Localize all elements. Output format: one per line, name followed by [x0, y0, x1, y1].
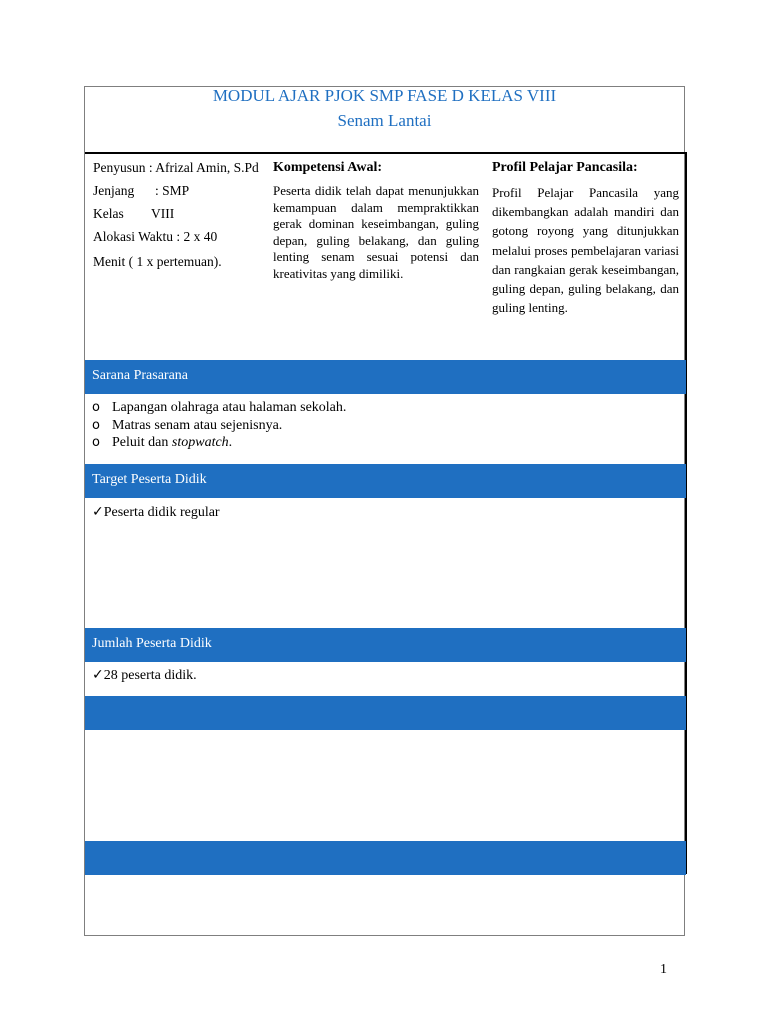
bullet-icon: o	[92, 435, 100, 450]
sarana-list	[92, 399, 346, 452]
kelas-value: VIII	[151, 206, 175, 221]
kelas-row	[93, 204, 273, 223]
empty-section-header-2	[85, 841, 686, 875]
jenjang-label: Jenjang	[93, 183, 135, 198]
empty-section-header	[85, 696, 686, 730]
list-item-prefix: Peluit dan	[112, 435, 172, 450]
list-item-italic: stopwatch	[171, 435, 229, 450]
jumlah-item	[92, 667, 197, 684]
profil-cell	[492, 158, 679, 317]
target-item	[92, 504, 220, 521]
jumlah-item-text: 28 peserta didik.	[103, 668, 197, 683]
sarana-header: Sarana Prasarana	[85, 360, 686, 394]
profil-text: Profil Pelajar Pancasila yang dikembangkan adalah mandiri dan gotong royong yang ditunjukkan melalui proses pembelajaran variasi dan rangkaian gerak keseimbangan, guling depan, guling belakang, dan guling lenting.	[492, 185, 679, 316]
menit-text: Menit ( 1 x pertemuan).	[93, 254, 222, 269]
list-item	[92, 434, 346, 452]
profil-heading: Profil Pelajar Pancasila:	[492, 160, 638, 175]
jenjang-value: : SMP	[155, 183, 190, 198]
document-title: MODUL AJAR PJOK SMP FASE D KELAS VIII	[212, 86, 557, 105]
target-header: Target Peserta Didik	[85, 464, 686, 498]
kompetensi-cell	[273, 158, 479, 282]
page-number: 1	[660, 962, 667, 977]
document-subtitle: Senam Lantai	[337, 111, 432, 130]
list-item-text: Matras senam atau sejenisnya.	[112, 417, 283, 433]
kompetensi-text: Peserta didik telah dapat menunjukkan kemampuan dalam mempraktikkan gerak dominan keseimbangan, guling depan, guling belakang, dan guling lenting senam sesuai potensi dan kreativitas yang dimiliki.	[273, 183, 479, 281]
alokasi-text: Alokasi Waktu : 2 x 40	[93, 229, 218, 244]
check-icon: ✓	[92, 504, 104, 520]
jumlah-header: Jumlah Peserta Didik	[85, 628, 686, 662]
kompetensi-heading: Kompetensi Awal:	[273, 160, 383, 175]
table-right-border	[685, 152, 687, 874]
target-item-text: Peserta didik regular	[103, 505, 220, 520]
list-item	[92, 417, 346, 435]
penyusun-text: Penyusun : Afrizal Amin, S.Pd	[93, 160, 259, 175]
list-item	[92, 399, 346, 417]
table-top-border	[85, 152, 686, 154]
list-item-suffix: .	[228, 435, 233, 450]
kelas-label: Kelas	[93, 206, 124, 221]
check-icon: ✓	[92, 667, 104, 683]
list-item-text: Lapangan olahraga atau halaman sekolah.	[112, 400, 347, 415]
jenjang-row	[93, 181, 273, 200]
identity-cell	[93, 158, 273, 275]
bullet-icon: o	[92, 400, 100, 415]
bullet-icon: o	[92, 417, 100, 433]
